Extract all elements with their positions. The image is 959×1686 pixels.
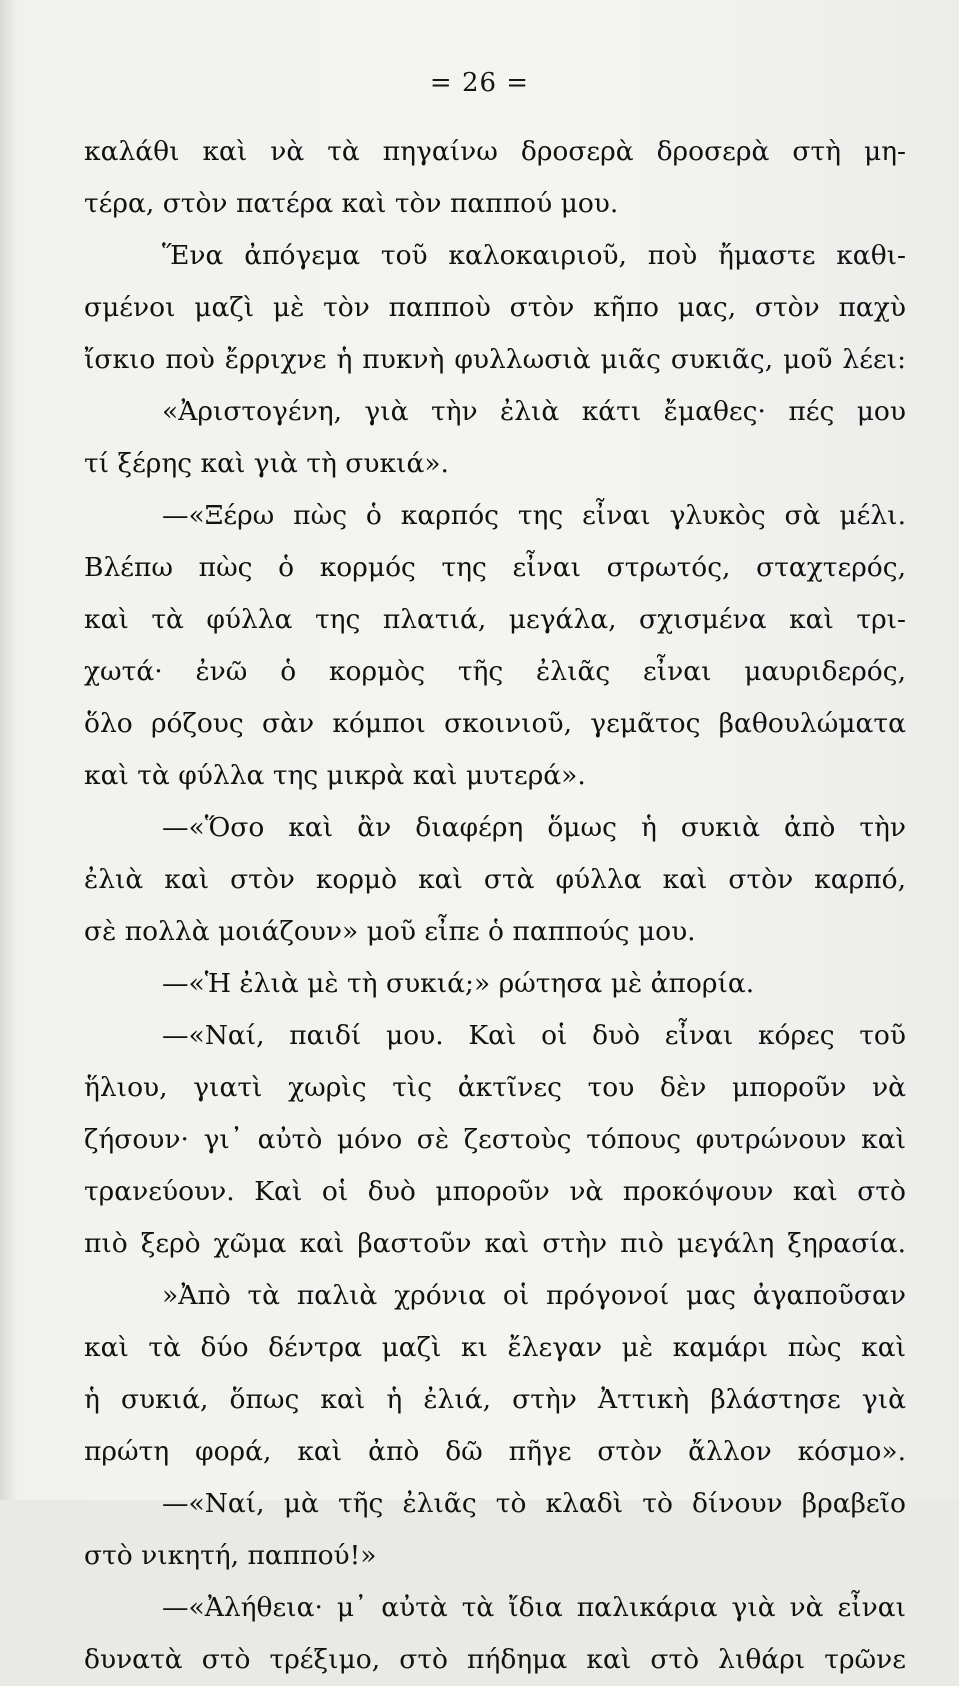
text-line: —«Ἡ ἐλιὰ μὲ τὴ συκιά;» ρώτησα μὲ ἀπορία. — [162, 968, 755, 999]
text-line: —«Ὅσο καὶ ἂν διαφέρη ὅμως ἡ συκιὰ ἀπὸ τὴν — [162, 812, 906, 843]
page-number: = 26 = — [429, 68, 530, 98]
text-line: τέρα, στὸν πατέρα καὶ τὸν παππού μου. — [84, 188, 619, 219]
text-line: καὶ τὰ δύο δέντρα μαζὶ κι ἔλεγαν μὲ καμάρι πὼς καὶ — [84, 1332, 906, 1363]
text-line: πρώτη φορά, καὶ ἀπὸ δῶ πῆγε στὸν ἄλλον κόσμο». — [84, 1436, 906, 1467]
text-line: ἴσκιο ποὺ ἔρριχνε ἡ πυκνὴ φυλλωσιὰ μιᾶς συκιᾶς, μοῦ λέει: — [84, 344, 906, 375]
text-line: στὸ νικητή, παππού!» — [84, 1540, 377, 1571]
text-line: —«Ξέρω πὼς ὁ καρπός της εἶναι γλυκὸς σὰ μέλι. — [162, 500, 906, 531]
text-line: δυνατὰ στὸ τρέξιμο, στὸ πήδημα καὶ στὸ λιθάρι τρῶνε — [84, 1644, 906, 1675]
text-line: τρανεύουν. Καὶ οἱ δυὸ μποροῦν νὰ προκόψουν καὶ στὸ — [84, 1176, 906, 1207]
body-text — [84, 126, 906, 1686]
text-line: καλάθι καὶ νὰ τὰ πηγαίνω δροσερὰ δροσερὰ στὴ μη- — [84, 136, 906, 167]
text-line: ἥλιου, γιατὶ χωρὶς τὶς ἀκτῖνες του δὲν μποροῦν νὰ — [84, 1072, 906, 1103]
text-line: πιὸ ξερὸ χῶμα καὶ βαστοῦν καὶ στὴν πιὸ μεγάλη ξηρασία. — [84, 1228, 906, 1259]
text-line: Βλέπω πὼς ὁ κορμός της εἶναι στρωτός, σταχτερός, — [84, 552, 906, 583]
text-line: σμένοι μαζὶ μὲ τὸν παπποὺ στὸν κῆπο μας, στὸν παχὺ — [84, 292, 906, 323]
text-line: —«Ναί, μὰ τῆς ἐλιᾶς τὸ κλαδὶ τὸ δίνουν βραβεῖο — [162, 1488, 906, 1519]
text-line: ἐλιὰ καὶ στὸν κορμὸ καὶ στὰ φύλλα καὶ στὸν καρπό, — [84, 864, 906, 895]
text-line: χωτά· ἐνῶ ὁ κορμὸς τῆς ἐλιᾶς εἶναι μαυριδερός, — [84, 656, 906, 687]
text-line: τί ξέρης καὶ γιὰ τὴ συκιά». — [84, 448, 449, 479]
text-line: καὶ τὰ φύλλα της πλατιά, μεγάλα, σχισμένα καὶ τρι- — [84, 604, 906, 635]
text-line: ὅλο ρόζους σὰν κόμποι σκοινιοῦ, γεμᾶτος βαθουλώματα — [84, 708, 906, 739]
text-line: ζήσουν· γι᾿ αὐτὸ μόνο σὲ ζεστοὺς τόπους φυτρώνουν καὶ — [84, 1124, 906, 1155]
text-line: σὲ πολλὰ μοιάζουν» μοῦ εἶπε ὁ παππούς μου. — [84, 916, 696, 947]
text-line: —«Ναί, παιδί μου. Καὶ οἱ δυὸ εἶναι κόρες τοῦ — [162, 1020, 906, 1051]
text-line: —«Ἀλήθεια· μ᾿ αὐτὰ τὰ ἴδια παλικάρια γιὰ νὰ εἶναι — [162, 1592, 906, 1623]
text-line: ἡ συκιά, ὅπως καὶ ἡ ἐλιά, στὴν Ἀττικὴ βλάστησε γιὰ — [84, 1384, 906, 1415]
text-line: »Ἀπὸ τὰ παλιὰ χρόνια οἱ πρόγονοί μας ἀγαποῦσαν — [162, 1280, 906, 1311]
text-line: «Ἀριστογένη, γιὰ τὴν ἐλιὰ κάτι ἔμαθες· πές μου — [162, 396, 906, 427]
text-line: Ἕνα ἀπόγεμα τοῦ καλοκαιριοῦ, ποὺ ἤμαστε καθι- — [162, 240, 906, 271]
text-line: καὶ τὰ φύλλα της μικρὰ καὶ μυτερά». — [84, 760, 586, 791]
